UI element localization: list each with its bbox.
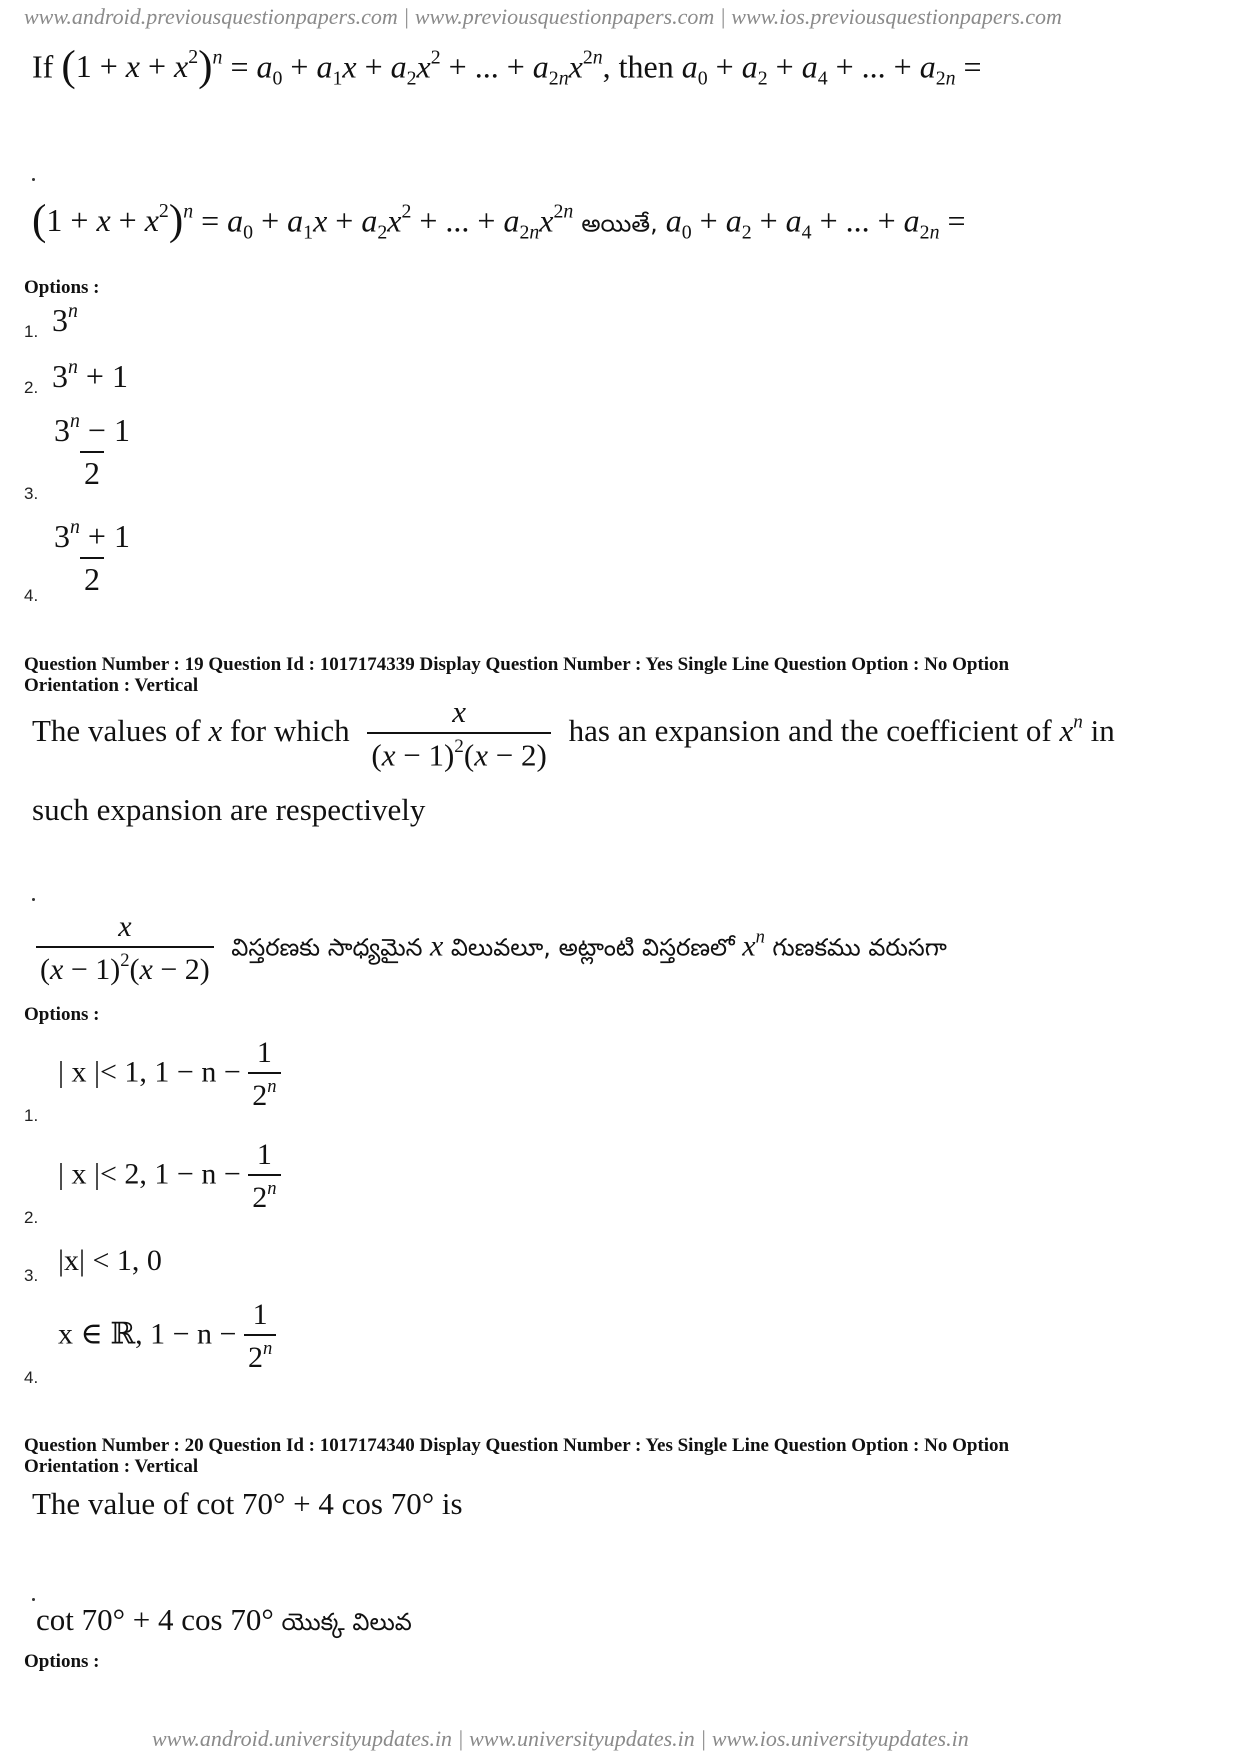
q19-telugu-part2: విలువలూ, అట్లాంటి విస్తరణలో: [450, 933, 735, 962]
q20-expression: cot 70° + 4 cos 70°: [196, 1486, 435, 1521]
q19-option-4-text: x ∈ ℝ, 1 − n −: [58, 1317, 237, 1351]
q19-option-2-text: | x |< 2, 1 − n −: [58, 1157, 241, 1191]
q19-option-2-number: 2.: [24, 1208, 39, 1227]
q19-meta-line-1: Question Number : 19 Question Id : 1017174339 Display Question Number : Yes Single Line Question Option : No Option: [24, 654, 1010, 675]
stray-dot-2: [32, 898, 35, 901]
q19-telugu-part3: గుణకము వరుసగా: [772, 933, 947, 962]
q19-option-3-number: 3.: [24, 1266, 39, 1285]
q20-options-label: Options :: [24, 1651, 100, 1672]
q19-question-english-line2: such expansion are respectively: [32, 792, 426, 827]
q18-telugu-ayite: అయితే,: [581, 209, 658, 238]
watermark-bottom: www.android.universityupdates.in | www.universityupdates.in | www.ios.universityupdates.in: [152, 1726, 969, 1751]
q18-option-1[interactable]: 3$^n$: [52, 300, 78, 338]
q19-option-1[interactable]: | x |< 1, 1 − n − $\frac{1}{2^n}$: [58, 1036, 281, 1113]
stray-dot-3: [32, 1598, 35, 1601]
q20-meta: [24, 1435, 1204, 1477]
q18-option-2[interactable]: $3^n + 1$: [52, 356, 128, 394]
watermark-top: www.android.previousquestionpapers.com | www.previousquestionpapers.com | www.ios.previousquestionpapers.com: [24, 4, 1062, 29]
q19-option-3[interactable]: |x| < 1, 0: [58, 1244, 162, 1277]
q19-question-english: The values of x for which $\frac{x}{(x - 1)^2(x - 2)}$ has an expansion and the coefficient of $x^n$ in: [32, 694, 1115, 773]
q18-option-3[interactable]: $\frac{3^n - 1}{2}$: [54, 410, 130, 491]
q19-option-1-text: | x |< 1, 1 − n −: [58, 1055, 241, 1089]
stray-dot: [32, 178, 35, 181]
q20-meta-line-2: Orientation : Vertical: [24, 1456, 199, 1477]
q20-text-prefix: The value of: [32, 1486, 189, 1521]
q18-if-word: If: [32, 48, 54, 85]
q19-text-part4: in: [1090, 712, 1115, 748]
q19-text-part1: The values of: [32, 712, 201, 748]
q18-question-english: If $(1 + x + x^2)^n = a_0 + a_1x + a_2x^2$ + ... + $a_{2n}x^{2n}$, then $a_0 + a_2 + a_4$ + ... + $a_{2n}$ =: [32, 43, 982, 90]
q20-question-english: [32, 1486, 463, 1522]
q19-options-label: Options :: [24, 1004, 100, 1025]
q20-telugu-suffix: యొక్క విలువ: [281, 1608, 412, 1636]
q19-option-4[interactable]: x ∈ ℝ, 1 − n − $\frac{1}{2^n}$: [58, 1298, 276, 1375]
q18-option-3-number: 3.: [24, 484, 39, 503]
q19-meta: [24, 654, 1204, 696]
q19-option-4-number: 4.: [24, 1368, 39, 1387]
q19-telugu-part1: విస్తరణకు సాధ్యమైన: [231, 933, 423, 962]
q19-option-2[interactable]: | x |< 2, 1 − n − $\frac{1}{2^n}$: [58, 1138, 281, 1215]
q19-question-telugu: $\frac{x}{(x - 1)^2(x - 2)}$ విస్తరణకు సాధ్యమైన x విలువలూ, అట్లాంటి విస్తరణలో $x^n$ గుణకము వరుసగా: [36, 910, 947, 987]
q20-expression-telugu: cot 70° + 4 cos 70°: [36, 1602, 274, 1637]
q19-text-part3: has an expansion and the coefficient of: [568, 712, 1052, 748]
q18-options-label: Options :: [24, 277, 100, 298]
q18-option-2-number: 2.: [24, 378, 39, 397]
q18-then-word: then: [618, 48, 674, 85]
q18-option-4[interactable]: $\frac{3^n + 1}{2}$: [54, 516, 130, 597]
q19-option-1-number: 1.: [24, 1106, 39, 1125]
q20-text-suffix: is: [441, 1486, 463, 1521]
q19-text-part2: for which: [229, 712, 350, 748]
q20-meta-line-1: Question Number : 20 Question Id : 1017174340 Display Question Number : Yes Single Line Question Option : No Option: [24, 1435, 1010, 1456]
q18-question-telugu: $(1 + x + x^2)^n = a_0 + a_1x + a_2x^2$ + ... + $a_{2n}x^{2n}$ అయితే, $a_0 + a_2 + a_4$ + ... + $a_{2n}$ =: [32, 197, 966, 244]
q18-option-1-number: 1.: [24, 322, 39, 341]
q19-meta-line-2: Orientation : Vertical: [24, 675, 199, 696]
q20-question-telugu: [36, 1602, 412, 1642]
q18-option-4-number: 4.: [24, 586, 39, 605]
